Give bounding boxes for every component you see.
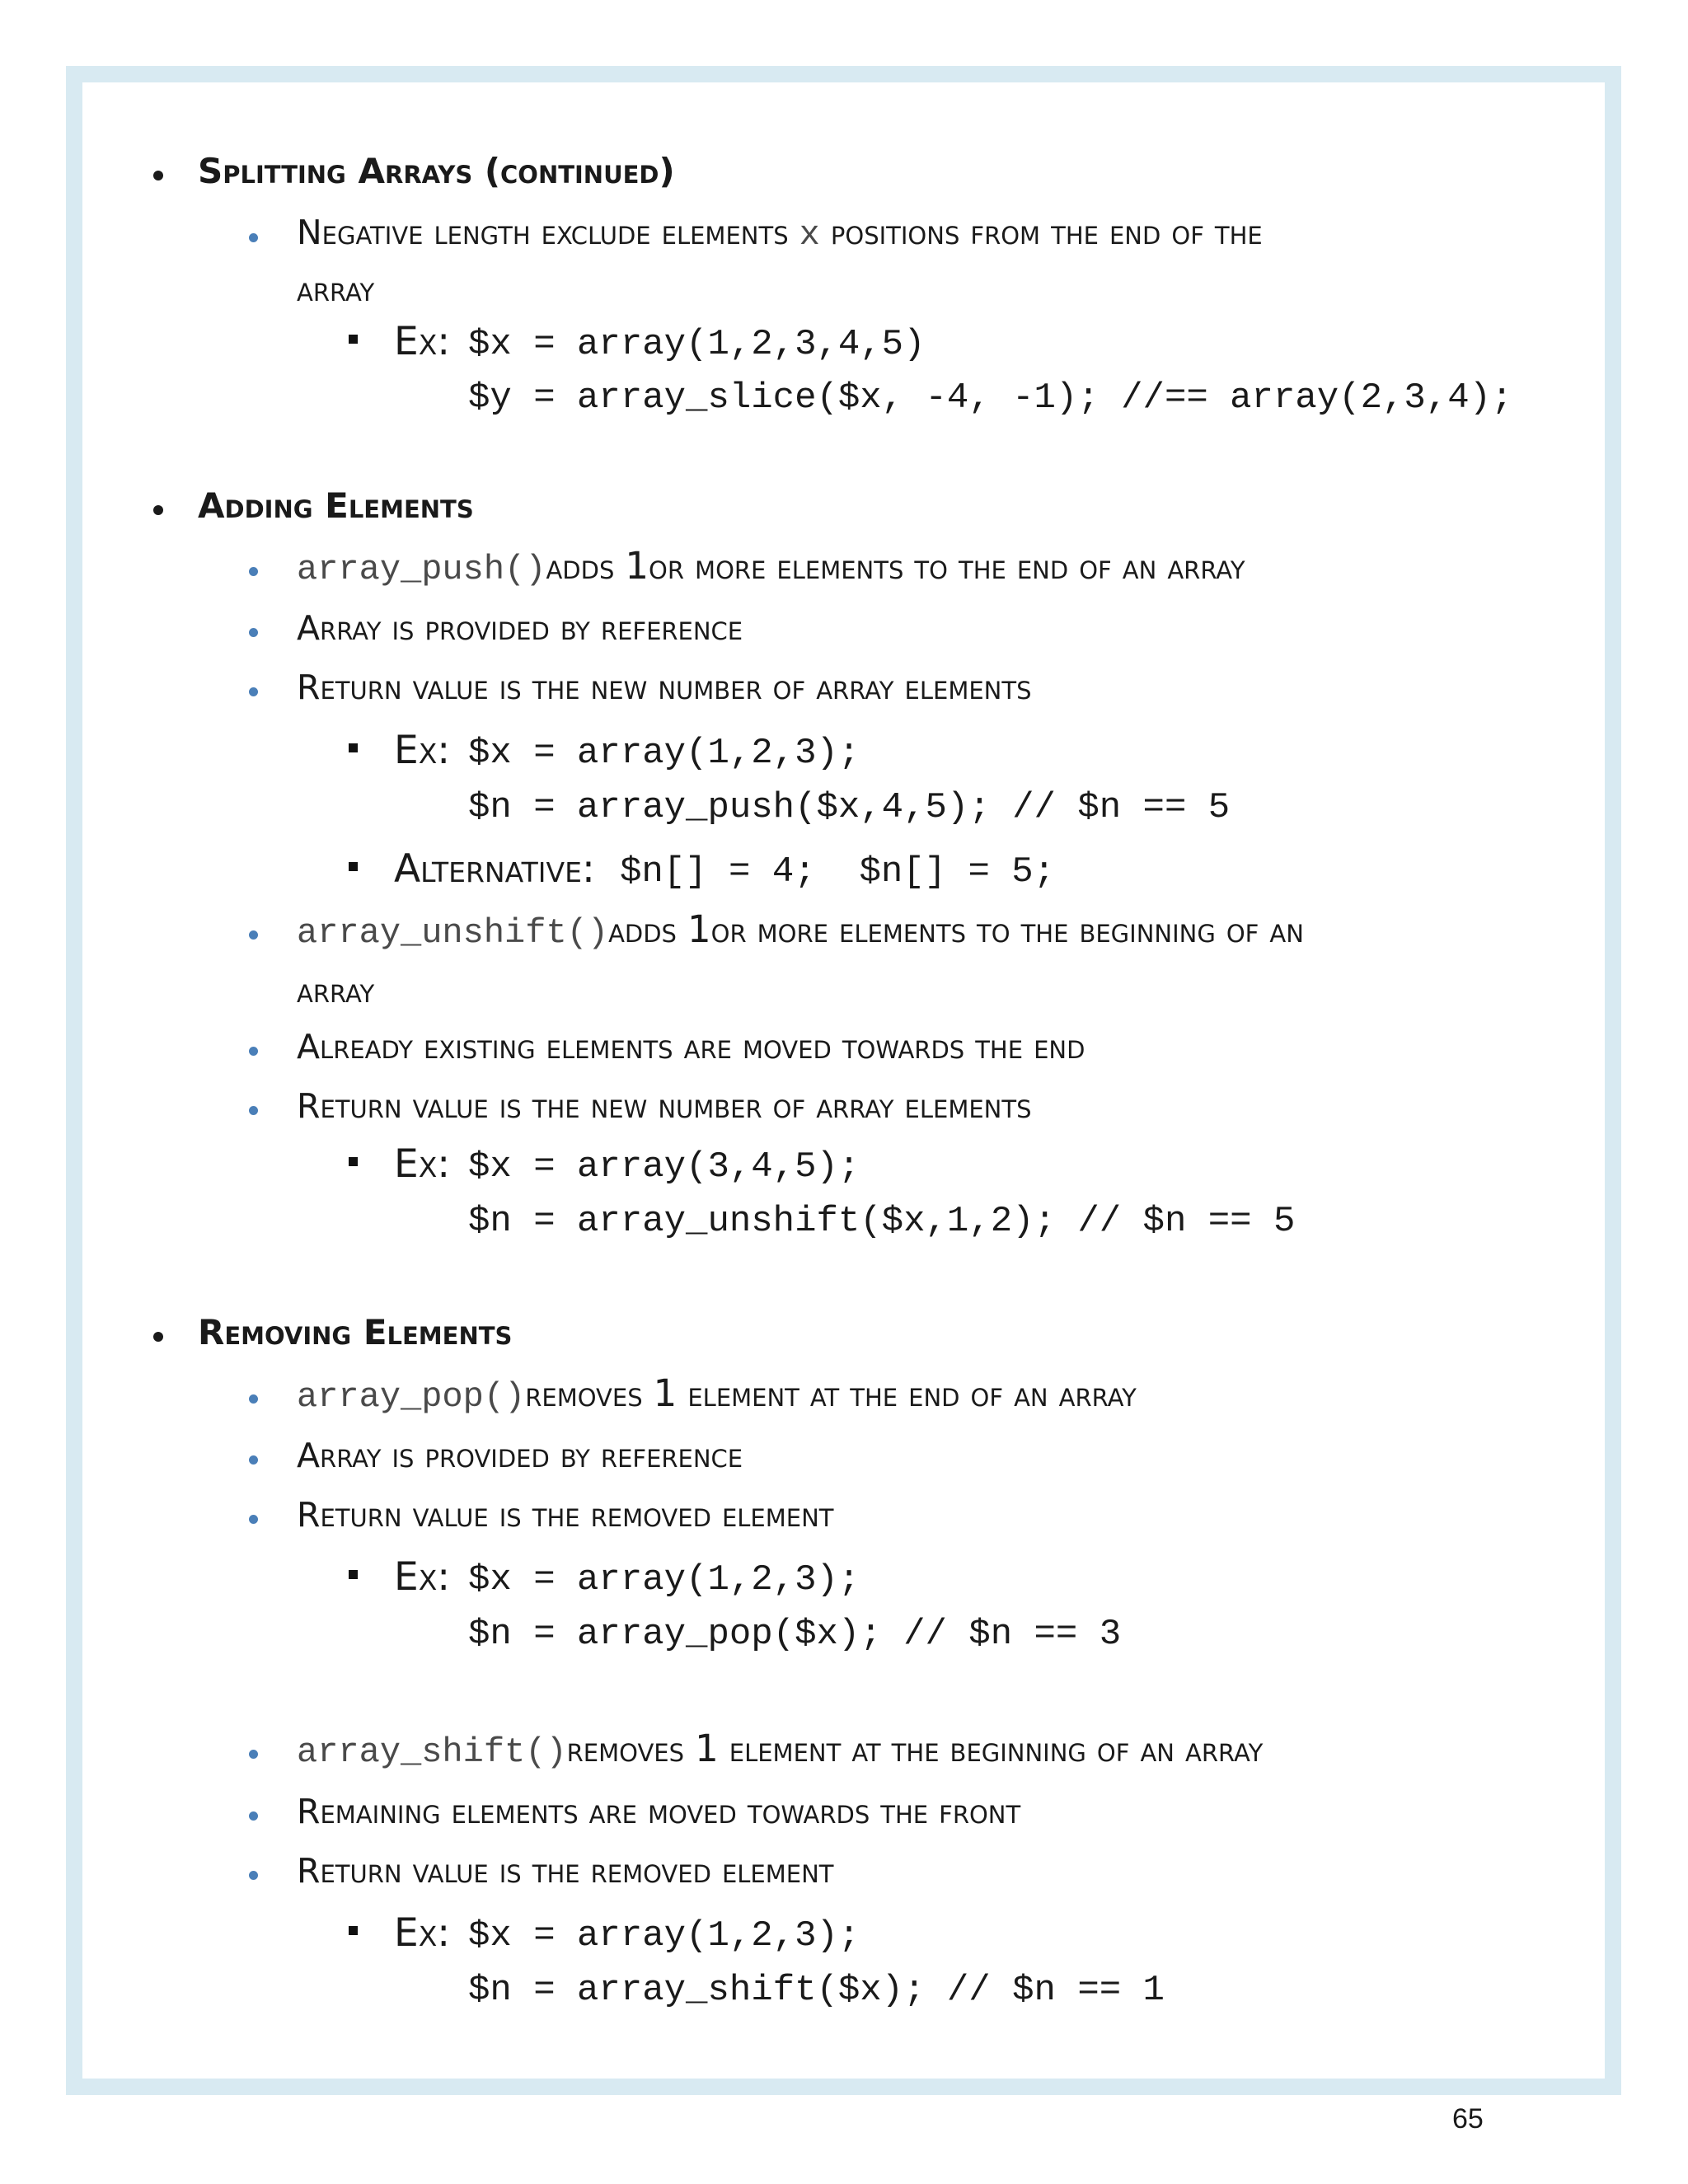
item-bullet [249, 1515, 258, 1524]
inline-code: array_unshift() [297, 913, 609, 953]
array-unshift-text [297, 907, 1304, 953]
text-prefix: removes [566, 1730, 696, 1769]
code-line: $x = array(1,2,3); [468, 1559, 860, 1601]
number: 1 [625, 544, 649, 588]
text-suffix: or more elements to the end of an array [649, 547, 1245, 587]
moved-towards-front-text: Remaining elements are moved towards the front [297, 1792, 1021, 1831]
example-bullet [349, 1157, 358, 1166]
page-frame [66, 66, 1621, 2095]
section-title-removing: Removing Elements [198, 1312, 513, 1352]
code-line: $x = array(1,2,3,4,5) [468, 324, 926, 365]
array-shift-text [297, 1727, 1263, 1772]
item-bullet [249, 1047, 258, 1056]
example-label: Ex: [394, 1141, 451, 1187]
moved-towards-end-text: Already existing elements are moved towards the end [297, 1027, 1085, 1066]
example-label: Ex: [394, 728, 451, 773]
return-value-text: Return value is the new number of array elements [297, 668, 1032, 707]
item-bullet [249, 1750, 258, 1759]
item-bullet [249, 930, 258, 940]
text-prefix: removes [525, 1375, 654, 1414]
negative-length-text [297, 213, 1263, 255]
item-bullet [249, 567, 258, 576]
item-bullet [249, 1811, 258, 1821]
code-line: $n[] = 4; $n[] = 5; [620, 851, 1056, 893]
number: 1 [695, 1727, 719, 1770]
item-bullet [249, 233, 258, 242]
code-line: $x = array(3,4,5); [468, 1146, 860, 1188]
section-bullet [153, 1332, 163, 1342]
by-reference-text: Array is provided by reference [297, 1436, 743, 1475]
item-bullet [249, 1106, 258, 1115]
example-bullet [349, 1570, 358, 1579]
section-bullet [153, 171, 163, 180]
example-label: Ex: [394, 1910, 451, 1956]
inline-code: array_shift() [297, 1732, 567, 1772]
section-title-adding: Adding Elements [198, 485, 474, 526]
return-value-text: Return value is the new number of array elements [297, 1086, 1032, 1126]
number: 1 [687, 907, 711, 951]
example-bullet [349, 335, 358, 344]
example-label: Ex: [394, 1554, 451, 1600]
text-suffix: or more elements to the beginning of an [710, 911, 1304, 950]
item-bullet [249, 687, 258, 696]
example-bullet [349, 862, 358, 871]
array-unshift-text-cont: array [297, 971, 375, 1010]
alternative-label: Alternative: [394, 846, 595, 892]
array-pop-text [297, 1371, 1137, 1417]
example-bullet [349, 1926, 358, 1935]
text-suffix: element at the end of an array [677, 1375, 1137, 1414]
code-line: $x = array(1,2,3); [468, 1915, 860, 1957]
code-line: $n = array_unshift($x,1,2); // $n == 5 [468, 1201, 1296, 1242]
text-prefix: adds [608, 911, 688, 950]
text-suffix: positions from the end of the [819, 213, 1263, 252]
code-line: $n = array_push($x,4,5); // $n == 5 [468, 787, 1231, 828]
text-prefix: Negative length exclude elements [297, 213, 799, 252]
example-bullet [349, 743, 358, 752]
item-bullet [249, 628, 258, 637]
item-bullet [249, 1871, 258, 1880]
negative-length-text-cont: array [297, 269, 375, 309]
section-bullet [153, 505, 163, 515]
by-reference-text: Array is provided by reference [297, 608, 743, 648]
return-value-text: Return value is the removed element [297, 1851, 834, 1891]
section-title-splitting: Splitting Arrays (continued) [198, 151, 675, 191]
item-bullet [249, 1394, 258, 1404]
example-label: Ex: [394, 319, 451, 364]
code-line: $n = array_shift($x); // $n == 1 [468, 1970, 1165, 2011]
inline-code: array_push() [297, 550, 546, 589]
inline-code: array_pop() [297, 1377, 526, 1417]
text-prefix: adds [546, 547, 626, 587]
item-bullet [249, 1455, 258, 1465]
array-push-text [297, 544, 1245, 589]
code-line: $x = array(1,2,3); [468, 733, 860, 774]
page-number: 65 [1452, 2103, 1484, 2135]
text-suffix: element at the beginning of an array [718, 1730, 1264, 1769]
return-value-text: Return value is the removed element [297, 1495, 834, 1535]
inline-code: x [799, 215, 820, 255]
code-line: $y = array_slice($x, -4, -1); //== array(2,3,4); [468, 377, 1513, 419]
code-line: $n = array_pop($x); // $n == 3 [468, 1614, 1122, 1655]
number: 1 [653, 1371, 678, 1415]
